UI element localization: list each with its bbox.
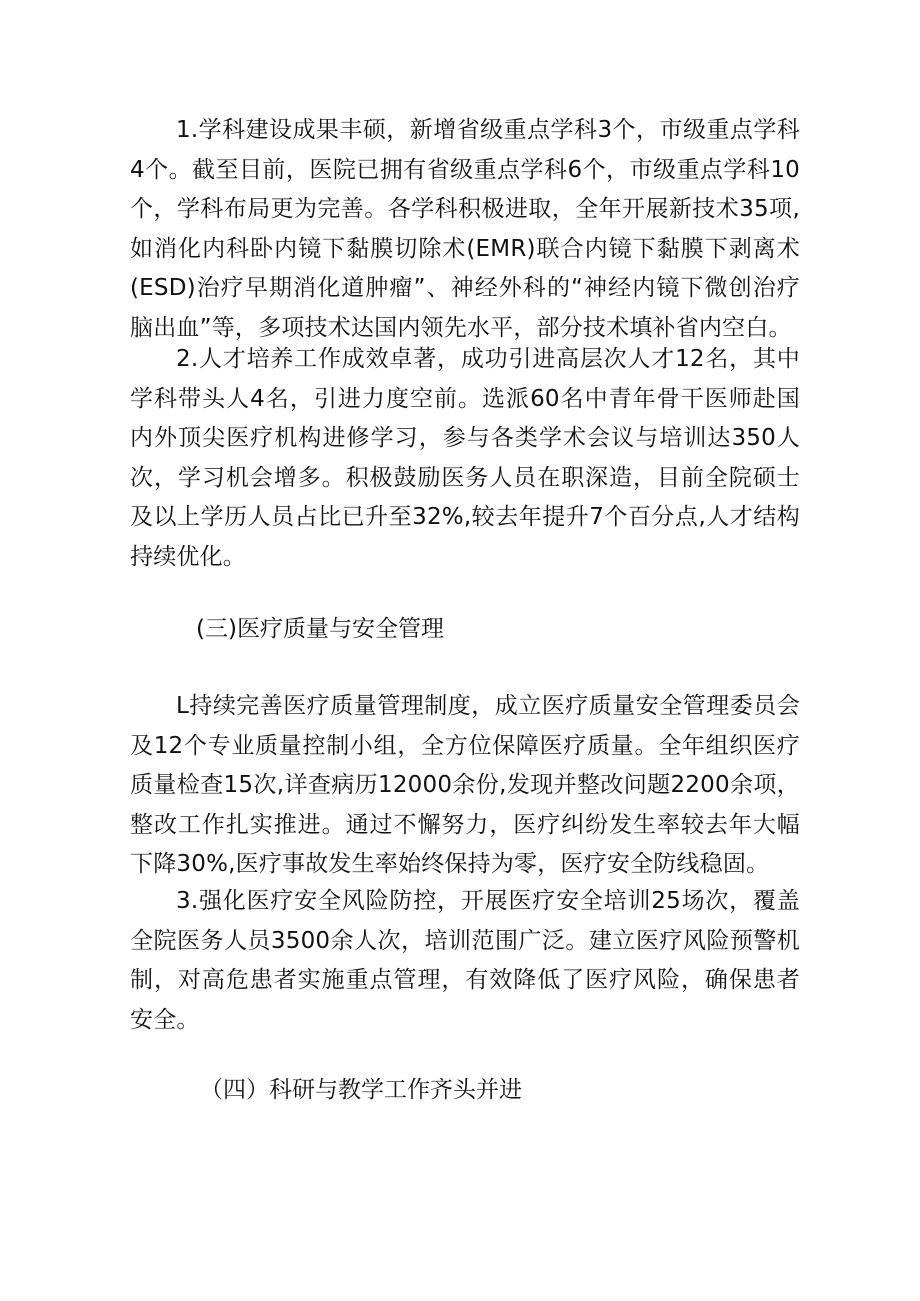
paragraph-risk-control: 3.强化医疗安全风险防控，开展医疗安全培训25场次，覆盖全院医务人员3500余人次，培训范围广泛。建立医疗风险预警机制，对高危患者实施重点管理，有效降低了医疗风险，确保患者安全。 xyxy=(130,888,800,1033)
paragraph-talent-training: 2.人才培养工作成效卓著，成功引进高层次人才12名，其中学科带头人4名，引进力度空前。选派60名中青年骨干医师赴国内外顶尖医疗机构进修学习，参与各类学术会议与培训达350人次，学习机会增多。积极鼓励医务人员在职深造，目前全院硕士及以上学历人员占比已升至32%,较去年提升7个百分点,人才结构持续优化。 xyxy=(130,346,800,570)
paragraph-discipline-building: 1.学科建设成果丰硕，新增省级重点学科3个，市级重点学科4个。截至目前，医院已拥有省级重点学科6个，市级重点学科10个，学科布局更为完善。各学科积极进取，全年开展新技术35项,如消化内科卧内镜下黏膜切除术(EMR)联合内镜下黏膜下剥离术(ESD)治疗早期消化道肿瘤”、神经外科的“神经内镜下微创治疗脑出血”等，多项技术达国内领先水平，部分技术填补省内空白。 xyxy=(130,117,800,341)
paragraph-quality-management: L持续完善医疗质量管理制度，成立医疗质量安全管理委员会及12个专业质量控制小组，全方位保障医疗质量。全年组织医疗质量检查15次,详查病历12000余份,发现并整改问题2200余项，整改工作扎实推进。通过不懈努力，医疗纠纷发生率较去年大幅下降30%,医疗事故发生率始终保持为零，医疗安全防线稳固。 xyxy=(130,693,800,877)
section-heading-quality-safety: (三)医疗质量与安全管理 xyxy=(196,616,444,642)
section-heading-research-teaching: （四）科研与教学工作齐头并进 xyxy=(200,1077,522,1103)
